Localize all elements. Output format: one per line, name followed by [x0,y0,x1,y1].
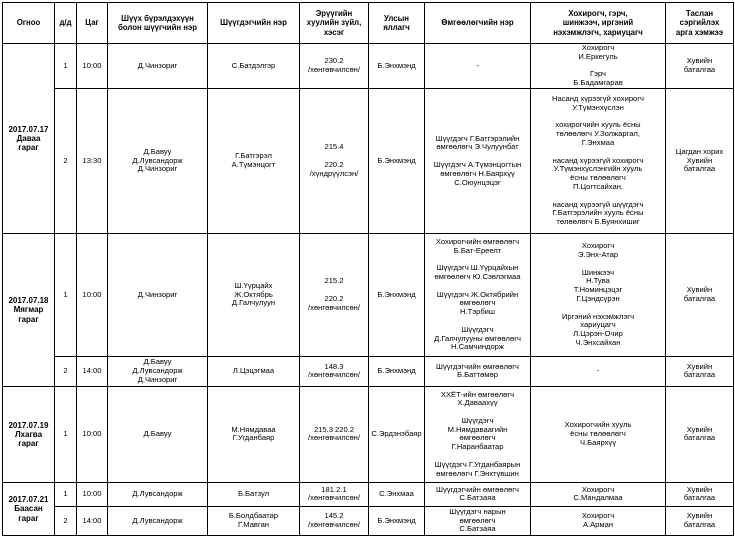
articles-cell: 145.2 /хөнгөвчилсөн/ [300,506,369,535]
articles-cell: 181.2.1 /хөнгөвчилсөн/ [300,482,369,506]
lawyers-cell: Шүүгдэгчийн өмгөөлөгч С.Батзаяа [425,482,531,506]
number-cell: 1 [55,44,77,89]
lawyers-cell: Шүүгдэгч Г.Батгэрэлийн өмгөөлөгч Э.Чулуунбат Шүүгдэгч А.Түмэнцогтын өмгөөлөгч Н.Баярхүү С.Оюунцэцэг [425,88,531,233]
date-cell: 2017.07.18 Мягмар гараг [3,233,55,386]
judges-cell: Д.Лувсандорж [108,506,208,535]
date-cell: 2017.07.17 Даваа гараг [3,44,55,234]
articles-cell: 215.2 220.2 /хөнгөвчилсөн/ [300,233,369,356]
defendants-cell: Б.Болдбаатар Г.Мавган [208,506,300,535]
articles-cell: 215.4 220.2 /хүндрүүлсэн/ [300,88,369,233]
defendants-cell: Ш.Үүрцайх Ж.Октябрь Д.Галчулуун [208,233,300,356]
judges-cell: Д.Бавуу Д.Лувсандорж Д.Чинзориг [108,356,208,386]
table-row [3,88,734,233]
measure-cell: Хувийн баталгаа [666,386,734,482]
table-row [3,386,734,482]
measure-cell: Хувийн баталгаа [666,482,734,506]
lawyers-cell: Шүүгдэгч нарын өмгөөлөгч С.Батзаяа [425,506,531,535]
time-cell: 10:00 [77,44,108,89]
table-row [3,44,734,89]
parties-cell: Хохирогч А.Арман [531,506,666,535]
date-cell: 2017.07.21 Баасан гараг [3,482,55,535]
time-cell: 13:30 [77,88,108,233]
number-cell: 2 [55,356,77,386]
lawyers-cell: ХХЁТ-ийн өмгөөлөгч Х.Даваахүү Шүүгдэгч М.Нямдаваагийн өмгөөлөгч Г.Наранбаатар Шүүгдэгч Г.Угданбаярын өмгөөлөгч Г.Энхтүвшин [425,386,531,482]
table-row [3,506,734,535]
parties-cell: Хохирогч С.Мандалмаа [531,482,666,506]
header-parties: Хохирогч, гэрч, шинжээч, иргэний нэхэмжлэгч, хариуцагч [531,3,666,44]
parties-cell: Хохирогч Э.Энх-Атар Шинжээч Н.Тува Т.Номинцэцэг Г.Цэндсүрэн Иргэний нэхэмжлэгч хариуцагч Л.Цэрэн-Очир Ч.Энхсайхан [531,233,666,356]
header-time: Цаг [77,3,108,44]
defendants-cell: Г.Батгэрэл А.Түмэнцогт [208,88,300,233]
defendants-cell: С.Батдэлгэр [208,44,300,89]
measure-cell: Хувийн баталгаа [666,44,734,89]
measure-cell: Хувийн баталгаа [666,506,734,535]
parties-cell: Хохирогчийн хууль ёсны төлөөлөгч Ч.Баярхүү [531,386,666,482]
header-measure: Таслан сэргийлэх арга хэмжээ [666,3,734,44]
judges-cell: Д.Чинзориг [108,44,208,89]
judges-cell: Д.Бавуу [108,386,208,482]
header-articles: Эрүүгийн хуулийн зүйл, хэсэг [300,3,369,44]
time-cell: 14:00 [77,506,108,535]
header-lawyers: Өмгөөлөгчийн нэр [425,3,531,44]
header-number: д/д [55,3,77,44]
prosecutor-cell: Б.Энхмэнд [369,44,425,89]
time-cell: 14:00 [77,356,108,386]
number-cell: 2 [55,88,77,233]
header-row [3,3,734,44]
articles-cell: 230.2 /хөнгөвчилсөн/ [300,44,369,89]
number-cell: 2 [55,506,77,535]
articles-cell: 148.3 /хөнгөвчилсөн/ [300,356,369,386]
defendants-cell: Л.Цэцэгмаа [208,356,300,386]
number-cell: 1 [55,233,77,356]
judges-cell: Д.Бавуу Д.Лувсандорж Д.Чинзориг [108,88,208,233]
time-cell: 10:00 [77,482,108,506]
table-row [3,482,734,506]
lawyers-cell: Шүүгдэгчийн өмгөөлөгч Б.Баттөмөр [425,356,531,386]
judges-cell: Д.Лувсандорж [108,482,208,506]
header-judges: Шүүх бүрэлдэхүүн болон шүүгчийн нэр [108,3,208,44]
parties-cell: Насанд хүрээгүй хохирогч У.Түмэнхүслэн хохирогчийн хууль ёсны төлөөлөгч У.Золжаргал, Г.Энхмаа насанд хүрээгүй хохирогч У.Түмэнхүслэнгийн хууль ёсны төлөөлөгч П.Цогтсайхан, насанд хүрээгүй шүүгдэгч Г.Батгэрэлийн хууль ёсны төлөөлөгч Б.Буянхишиг [531,88,666,233]
articles-cell: 215.3 220.2 /хөнгөвчилсөн/ [300,386,369,482]
header-defendants: Шүүгдэгчийн нэр [208,3,300,44]
prosecutor-cell: С.Эрдэнэбаяр [369,386,425,482]
prosecutor-cell: Б.Энхмэнд [369,356,425,386]
measure-cell: Цагдан хорих Хувийн баталгаа [666,88,734,233]
time-cell: 10:00 [77,233,108,356]
measure-cell: Хувийн баталгаа [666,233,734,356]
header-prosecutor: Улсын яллагч [369,3,425,44]
court-schedule-table [2,2,734,536]
date-cell: 2017.07.19 Лхагва гараг [3,386,55,482]
table-row [3,356,734,386]
prosecutor-cell: С.Энхмаа [369,482,425,506]
table-row [3,233,734,356]
prosecutor-cell: Б.Энхмэнд [369,506,425,535]
number-cell: 1 [55,386,77,482]
measure-cell: Хувийн баталгаа [666,356,734,386]
prosecutor-cell: Б.Энхмэнд [369,88,425,233]
time-cell: 10:00 [77,386,108,482]
header-date: Огноо [3,3,55,44]
defendants-cell: М.Нямдаваа Г.Угданбаяр [208,386,300,482]
number-cell: 1 [55,482,77,506]
lawyers-cell: - [425,44,531,89]
defendants-cell: Б.Батзул [208,482,300,506]
parties-cell: Хохирогч И.Еркегуль Гэрч Б.Бадамгарав [531,44,666,89]
prosecutor-cell: Б.Энхмэнд [369,233,425,356]
judges-cell: Д.Чинзориг [108,233,208,356]
lawyers-cell: Хохирогчийн өмгөөлөгч Б.Бат-Ереелт Шүүгдэгч Ш.Үүрцайхын өмгөөлөгч Ю.Сэвлэгмаа Шүүгдэгч Ж.Октябрийн өмгөөлөгч Н.Тэрбиш Шүүгдэгч Д.Галчулууны өмгөөлөгч Н.Самчиндорж [425,233,531,356]
parties-cell: - [531,356,666,386]
